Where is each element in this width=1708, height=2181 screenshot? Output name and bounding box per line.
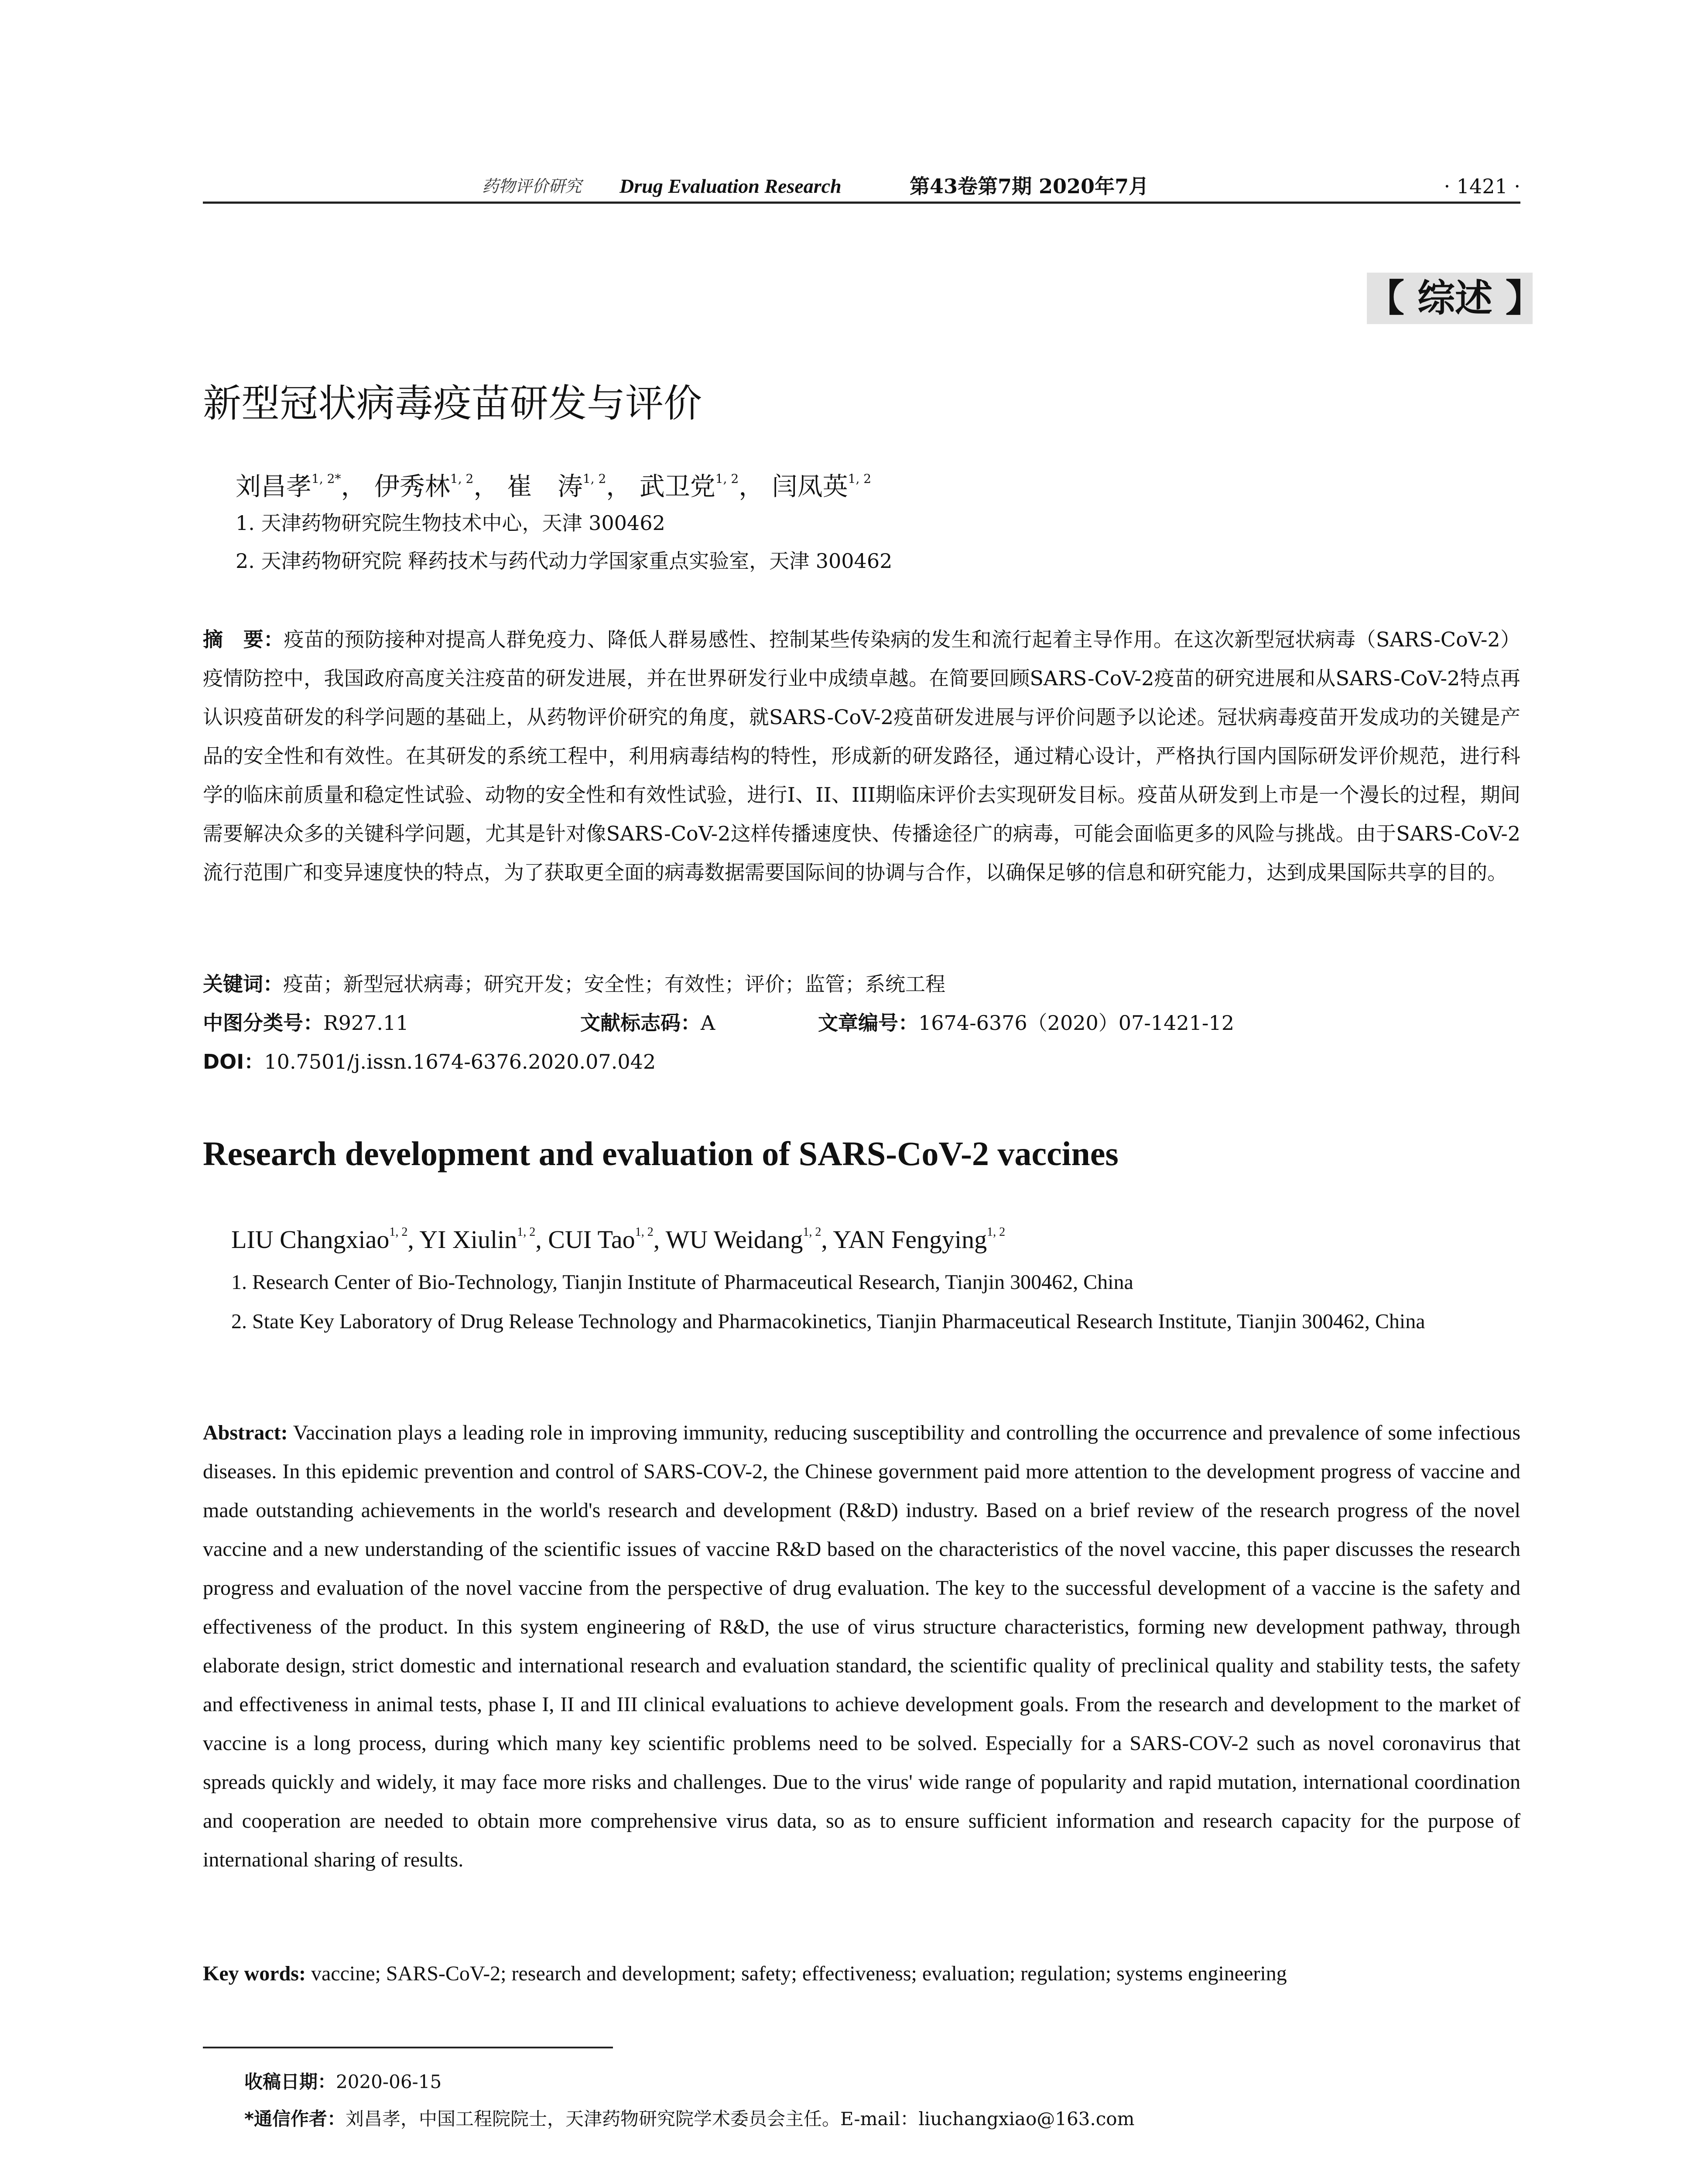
en-abstract-text: Vaccination plays a leading role in improving immunity, reducing susceptibility and controlling the occurrence and prevalence of some infectious diseases. In this epidemic prevention and control of SARS-COV-2, the Chinese government paid more attention to the development progress of vaccine and made outstanding achievements in the world's research and development (R&D) industry. Based on a brief review of the research progress of the novel vaccine and a new understanding of the scientific issues of vaccine R&D based on the characteristics of the novel vaccine, this paper discusses the research progress and evaluation of the novel vaccine from the perspective of drug evaluation. The key to the successful development of a vaccine is the safety and effectiveness of the product. In this system engineering of R&D, the use of virus structure characteristics, forming new development pathway, through elaborate design, strict domestic and international research and evaluation standard, the scientific quality of preclinical quality and stability tests, the safety and effectiveness in animal tests, phase I, II and III clinical evaluations to achieve development goals. From the research and development to the market of vaccine is a long process, during which many key scientific problems need to be solved. Especially for a SARS-COV-2 such as novel coronavirus that spreads quickly and widely, it may face more risks and challenges. Due to the virus' wide range of popularity and rapid mutation, international coordination and cooperation are needed to obtain more comprehensive virus data, so as to ensure sufficient information and research capacity for the purpose of international sharing of results. — [203, 1421, 1520, 1871]
doi-value: 10.7501/j.issn.1674-6376.2020.07.042 — [264, 1050, 656, 1073]
en-affiliation-1: 1. Research Center of Bio-Technology, Tianjin Institute of Pharmaceutical Research, Tianjin 300462, China — [231, 1271, 1133, 1294]
cn-keywords-label: 关键词： — [203, 972, 283, 996]
corresponding-label: *通信作者： — [244, 2108, 346, 2130]
author-affil-mark: 1, 2 — [848, 472, 872, 486]
cn-authors — [236, 466, 871, 503]
cn-abstract-label: 摘 要： — [203, 628, 284, 651]
author-affil-mark: 1, 2 — [517, 1225, 536, 1239]
article-no-label: 文章编号： — [818, 1011, 918, 1035]
cn-affiliation-1: 1. 天津药物研究院生物技术中心，天津 300462 — [236, 511, 665, 535]
author-name: 闫凤英 — [772, 472, 848, 501]
en-keywords-text: vaccine; SARS-CoV-2; research and development; safety; effectiveness; evaluation; regulation; systems engineering — [311, 1962, 1287, 1985]
journal-name: Drug Evaluation Research — [620, 175, 842, 197]
en-affiliation-2: 2. State Key Laboratory of Drug Release Technology and Pharmacokinetics, Tianjin Pharmaceutical Research Institute, Tianjin 300462, China — [231, 1310, 1425, 1333]
author-separator: ， — [341, 472, 366, 501]
cn-keywords — [203, 965, 945, 1004]
footnote-rule — [203, 2047, 613, 2048]
author-affil-mark: 1, 2 — [389, 1225, 408, 1239]
author-name: CUI Tao — [548, 1225, 635, 1254]
en-title: Research development and evaluation of SARS-CoV-2 vaccines — [203, 1135, 1119, 1173]
author-name: WU Weidang — [665, 1225, 803, 1254]
cn-keywords-text: 疫苗；新型冠状病毒；研究开发；安全性；有效性；评价；监管；系统工程 — [283, 972, 945, 996]
footnote-received — [244, 2068, 442, 2094]
author-separator: ， — [739, 472, 764, 501]
author-name: 崔 涛 — [507, 472, 583, 501]
en-authors — [231, 1225, 1005, 1254]
article-no-value: 1674-6376（2020）07-1421-12 — [918, 1011, 1234, 1035]
clc-value: R927.11 — [323, 1011, 409, 1035]
author-affil-mark: 1, 2 — [987, 1225, 1006, 1239]
author-affil-mark: 1, 2 — [715, 472, 739, 486]
author-separator: ， — [606, 472, 632, 501]
author-separator: , — [535, 1225, 548, 1254]
received-label: 收稿日期： — [244, 2071, 336, 2092]
cn-abstract-text: 疫苗的预防接种对提高人群免疫力、降低人群易感性、控制某些传染病的发生和流行起着主导作用。在这次新型冠状病毒（SARS-CoV-2）疫情防控中，我国政府高度关注疫苗的研发进展，并在世界研发行业中成绩卓越。在简要回顾SARS-CoV-2疫苗的研究进展和从SARS-CoV-2特点再认识疫苗研发的科学问题的基础上，从药物评价研究的角度，就SARS-CoV-2疫苗研发进展与评价问题予以论述。冠状病毒疫苗开发成功的关键是产品的安全性和有效性。在其研发的系统工程中，利用病毒结构的特性，形成新的研发路径，通过精心设计，严格执行国内国际研发评价规范，进行科学的临床前质量和稳定性试验、动物的安全性和有效性试验，进行I、II、III期临床评价去实现研发目标。疫苗从研发到上市是一个漫长的过程，期间需要解决众多的关键科学问题，尤其是针对像SARS-CoV-2这样传播速度快、传播途径广的病毒，可能会面临更多的风险与挑战。由于SARS-CoV-2流行范围广和变异速度快的特点，为了获取更全面的病毒数据需要国际间的协调与合作，以确保足够的信息和研究能力，达到成果国际共享的目的。 — [203, 628, 1520, 884]
doi-label: DOI： — [203, 1050, 264, 1073]
author-name: 武卫党 — [639, 472, 715, 501]
author-name: YAN Fengying — [833, 1225, 987, 1254]
en-keywords — [203, 1954, 1520, 1993]
issue-info: 第43卷第7期 2020年7月 — [910, 174, 1149, 198]
author-separator: , — [407, 1225, 420, 1254]
author-affil-mark: 1, 2 — [803, 1225, 821, 1239]
page-number: · 1421 · — [1444, 174, 1520, 198]
running-head — [203, 171, 1520, 204]
author-name: LIU Changxiao — [231, 1225, 390, 1254]
journal-logo: 药物评价研究 — [482, 177, 582, 196]
cn-abstract — [203, 620, 1520, 892]
author-affil-mark: 1, 2* — [311, 472, 341, 486]
doc-code-label: 文献标志码： — [580, 1011, 701, 1035]
en-abstract-label: Abstract: — [203, 1421, 288, 1444]
cn-title: 新型冠状病毒疫苗研发与评价 — [203, 381, 702, 426]
doc-code-value: A — [701, 1011, 715, 1035]
author-separator: , — [821, 1225, 833, 1254]
author-name: 刘昌孝 — [236, 472, 312, 501]
author-name: YI Xiulin — [419, 1225, 517, 1254]
author-separator: , — [653, 1225, 666, 1254]
corresponding-text: 刘昌孝，中国工程院院士，天津药物研究院学术委员会主任。E-mail：liuchangxiao@163.com — [345, 2108, 1135, 2130]
column-tag: 【 综述 】 — [1367, 273, 1533, 324]
cn-affiliation-2: 2. 天津药物研究院 释药技术与药代动力学国家重点实验室，天津 300462 — [236, 549, 893, 573]
clc-label: 中图分类号： — [203, 1011, 323, 1035]
footnote-corresponding — [244, 2105, 1134, 2131]
cn-doi — [203, 1043, 656, 1081]
author-affil-mark: 1, 2 — [635, 1225, 654, 1239]
author-separator: ， — [473, 472, 499, 501]
en-abstract — [203, 1413, 1520, 1879]
author-name: 伊秀林 — [374, 472, 450, 501]
author-affil-mark: 1, 2 — [582, 472, 606, 486]
author-affil-mark: 1, 2 — [450, 472, 474, 486]
received-date: 2020-06-15 — [336, 2071, 442, 2092]
en-keywords-label: Key words: — [203, 1962, 306, 1985]
